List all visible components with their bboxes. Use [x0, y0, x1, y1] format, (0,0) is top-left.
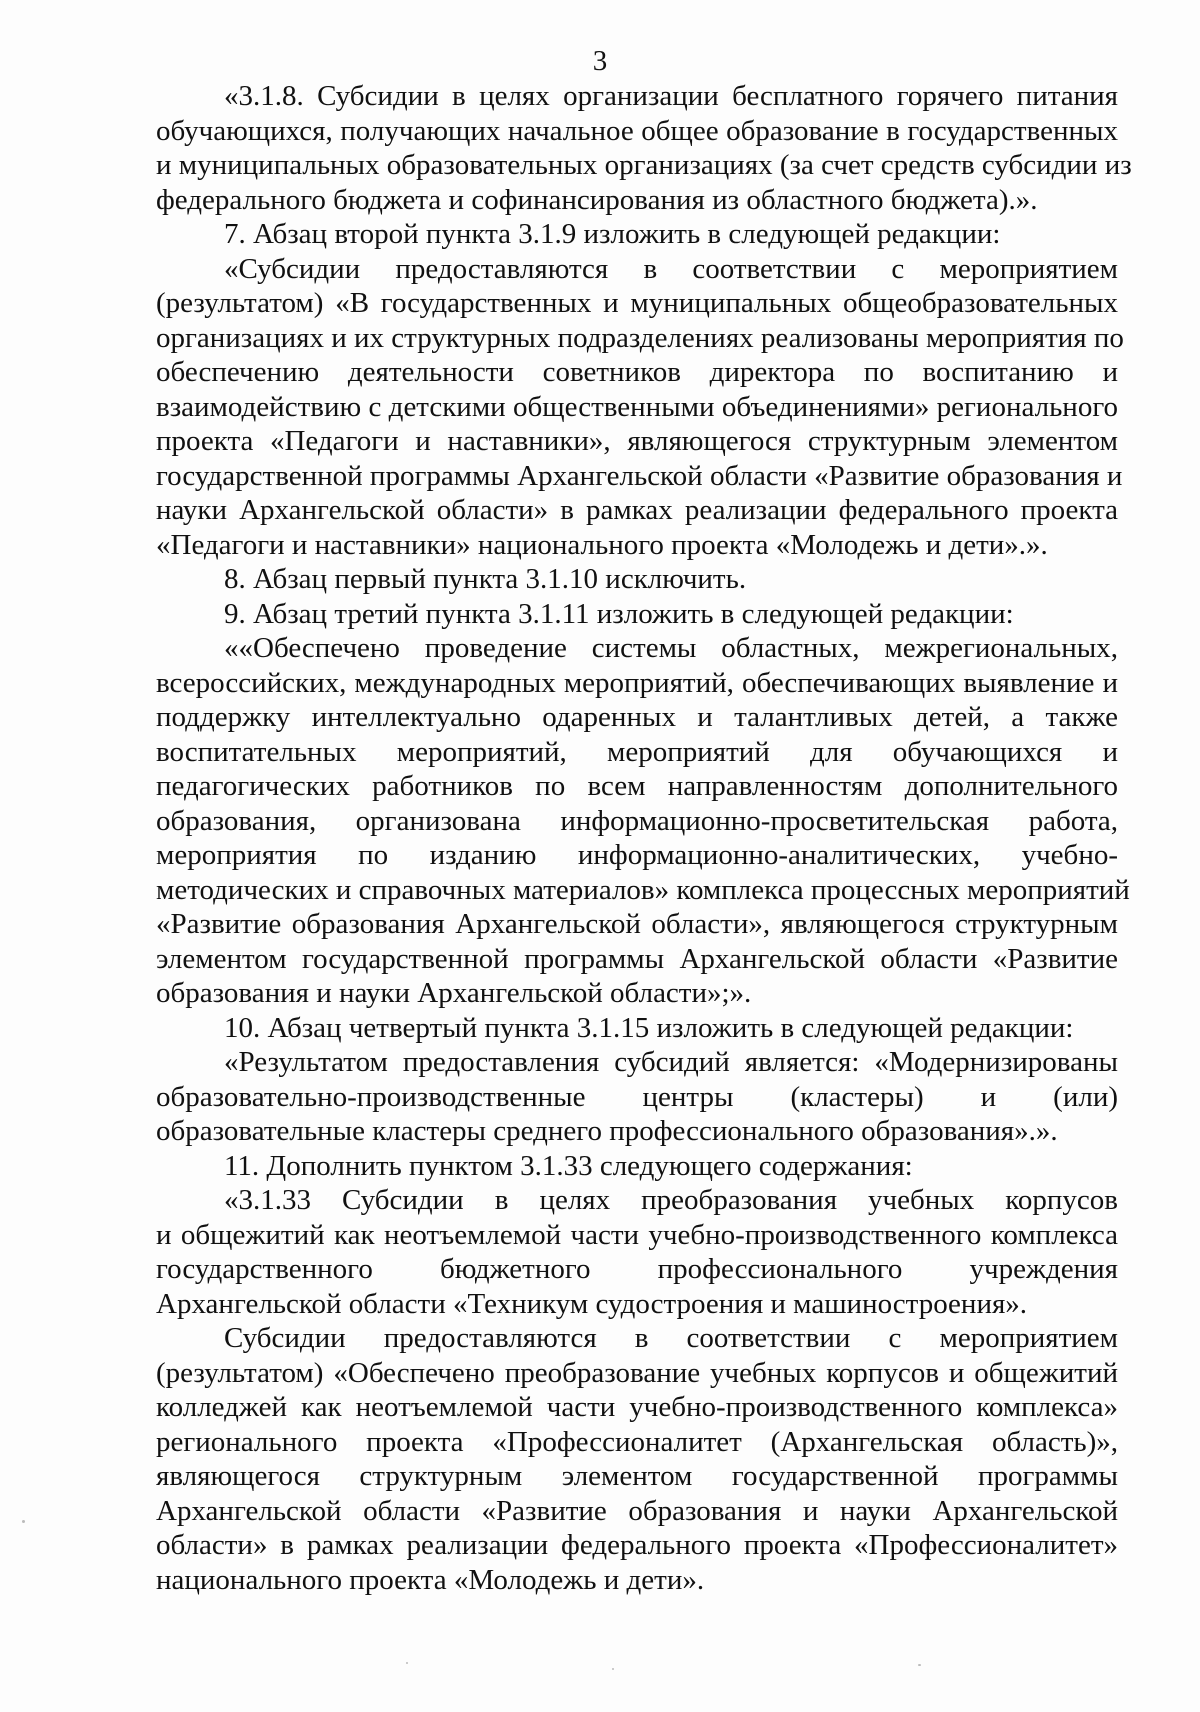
text-line: 9. Абзац третий пункта 3.1.11 изложить в следующей редакции:	[224, 597, 1014, 630]
paragraph-p2	[156, 217, 1118, 252]
text-line: обучающихся, получающих начальное общее образование в государственных	[156, 114, 1118, 147]
paragraph-p9	[156, 1149, 1118, 1184]
text-line: (результатом) «В государственных и муниципальных общеобразовательных	[156, 287, 1118, 319]
text-line: 7. Абзац второй пункта 3.1.9 изложить в следующей редакции:	[224, 218, 1001, 250]
scan-speck	[22, 1520, 25, 1523]
scan-speck	[406, 1662, 408, 1664]
paragraph-p6	[156, 631, 1130, 1011]
text-line: «3.1.33 Субсидии в целях преобразования учебных корпусов	[224, 1184, 1118, 1216]
text-line: и муниципальных образовательных организациях (за счет средств субсидии из	[156, 149, 1132, 181]
paragraph-p7	[156, 1011, 1118, 1046]
text-line: регионального проекта «Профессионалитет (Архангельская область)»,	[156, 1425, 1118, 1458]
text-line: федерального бюджета и софинансирования из областного бюджета).».	[156, 183, 1038, 216]
text-line: государственной программы Архангельской области «Развитие образования и	[156, 459, 1123, 492]
text-line: «3.1.8. Субсидии в целях организации бесплатного горячего питания	[224, 80, 1118, 112]
text-line: «Развитие образования Архангельской области», являющегося структурным	[156, 908, 1118, 940]
text-line: национального проекта «Молодежь и дети».	[156, 1563, 705, 1596]
text-line: педагогических работников по всем направленностям дополнительного	[156, 770, 1118, 802]
paragraph-p3	[156, 252, 1124, 563]
text-line: всероссийских, международных мероприятий, обеспечивающих выявление и	[156, 666, 1118, 699]
paragraph-p10	[156, 1183, 1118, 1321]
paragraph-p5	[156, 597, 1118, 632]
text-line: воспитательных мероприятий, мероприятий для обучающихся и	[156, 735, 1118, 768]
text-line: колледжей как неотъемлемой части учебно-производственного комплекса»	[156, 1391, 1118, 1423]
text-line: Архангельской области «Техникум судостроения и машиностроения».	[156, 1287, 1028, 1320]
text-line: области» в рамках реализации федерального проекта «Профессионалитет»	[156, 1529, 1118, 1561]
text-line: 8. Абзац первый пункта 3.1.10 исключить.	[224, 563, 747, 595]
text-line: являющегося структурным элементом государственной программы	[156, 1460, 1118, 1492]
scan-speck	[918, 1664, 921, 1666]
document-body	[156, 79, 1132, 1597]
text-line: обеспечению деятельности советников директора по воспитанию и	[156, 356, 1118, 388]
paragraph-p1	[156, 79, 1132, 217]
text-line: «Педагоги и наставники» национального проекта «Молодежь и дети».».	[156, 528, 1048, 561]
scan-speck	[612, 1668, 614, 1670]
text-line: «Субсидии предоставляются в соответствии с мероприятием	[224, 252, 1118, 285]
text-line: мероприятия по изданию информационно-аналитических, учебно-	[156, 839, 1118, 871]
text-line: образования и науки Архангельской области»;».	[156, 977, 752, 1009]
text-line: элементом государственной программы Архангельской области «Развитие	[156, 942, 1118, 975]
text-line: методических и справочных материалов» комплекса процессных мероприятий	[156, 873, 1130, 906]
paragraph-p8	[156, 1045, 1118, 1149]
text-line: 11. Дополнить пунктом 3.1.33 следующего содержания:	[224, 1149, 913, 1182]
paragraph-p11	[156, 1321, 1118, 1597]
text-line: образовательно-производственные центры (кластеры) и (или)	[156, 1080, 1118, 1113]
text-line: проекта «Педагоги и наставники», являющегося структурным элементом	[156, 425, 1118, 457]
text-line: ««Обеспечено проведение системы областных, межрегиональных,	[224, 632, 1118, 664]
text-line: «Результатом предоставления субсидий является: «Модернизированы	[224, 1046, 1118, 1078]
text-line: науки Архангельской области» в рамках реализации федерального проекта	[156, 494, 1118, 526]
text-line: поддержку интеллектуально одаренных и талантливых детей, а также	[156, 701, 1118, 733]
text-line: образовательные кластеры среднего профессионального образования».».	[156, 1115, 1058, 1147]
text-line: (результатом) «Обеспечено преобразование учебных корпусов и общежитий	[156, 1356, 1118, 1389]
text-line: взаимодействию с детскими общественными объединениями» регионального	[156, 390, 1118, 423]
text-line: и общежитий как неотъемлемой части учебно-производственного комплекса	[156, 1218, 1118, 1251]
page-number: 3	[592, 45, 608, 77]
text-line: образования, организована информационно-просветительская работа,	[156, 804, 1118, 837]
text-line: организациях и их структурных подразделениях реализованы мероприятия по	[156, 321, 1124, 354]
paragraph-p4	[156, 562, 1118, 597]
text-line: государственного бюджетного профессионального учреждения	[156, 1253, 1118, 1285]
text-line: Архангельской области «Развитие образования и науки Архангельской	[156, 1494, 1118, 1527]
text-line: 10. Абзац четвертый пункта 3.1.15 изложить в следующей редакции:	[224, 1011, 1074, 1044]
text-line: Субсидии предоставляются в соответствии с мероприятием	[224, 1322, 1118, 1354]
